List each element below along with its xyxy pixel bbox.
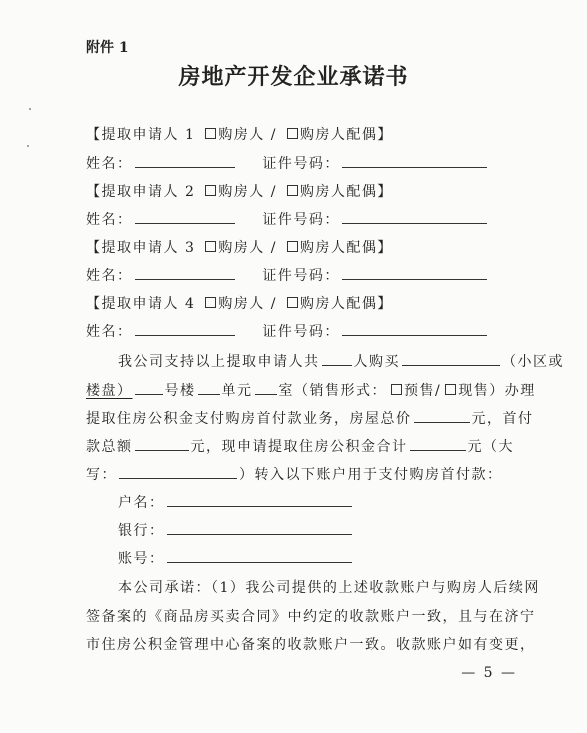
support-paragraph-line-2: [86, 380, 536, 400]
id-number-field[interactable]: [342, 153, 487, 168]
applicant-3-fields-row: [86, 265, 489, 285]
account-number-label: 账号：: [118, 551, 165, 567]
text-span: （小区或: [502, 354, 564, 370]
applicant-4-header-row: [86, 293, 393, 313]
bank-label: 银行：: [118, 523, 165, 539]
account-name-label: 户名：: [118, 495, 165, 511]
applicant-2-header-row: [86, 181, 393, 201]
buyer-checkbox[interactable]: [205, 128, 216, 139]
down-payment-field[interactable]: [135, 436, 189, 451]
name-label: 姓名：: [86, 268, 133, 284]
amount-in-words-field[interactable]: [119, 464, 237, 479]
bank-field[interactable]: [167, 520, 352, 535]
presale-checkbox[interactable]: [391, 384, 402, 395]
account-number-field[interactable]: [167, 548, 352, 563]
community-name-field[interactable]: [402, 351, 500, 366]
id-label: 证件号码：: [262, 268, 340, 284]
spouse-checkbox[interactable]: [287, 128, 298, 139]
text-span: 室: [278, 383, 294, 399]
building-field[interactable]: [135, 380, 163, 395]
id-number-field[interactable]: [342, 265, 487, 280]
text-span: 我公司支持以上提取申请人共: [118, 354, 320, 370]
applicant-1-header-row: [86, 124, 393, 144]
text-span: 写：: [86, 467, 117, 483]
spouse-checkbox[interactable]: [287, 297, 298, 308]
spouse-option-label: 购房人配偶】: [299, 296, 393, 312]
text-span: 预售/: [404, 383, 442, 399]
separator: /: [270, 296, 277, 312]
withdrawal-total-field[interactable]: [410, 436, 466, 451]
name-field[interactable]: [135, 209, 235, 224]
buyer-option-label: 购房人: [218, 184, 265, 200]
id-label: 证件号码：: [262, 156, 340, 172]
text-span: 款总额: [86, 439, 133, 455]
separator: /: [270, 240, 277, 256]
id-number-field[interactable]: [342, 321, 487, 336]
id-number-field[interactable]: [342, 209, 487, 224]
separator: /: [270, 127, 277, 143]
name-field[interactable]: [135, 153, 235, 168]
name-label: 姓名：: [86, 212, 133, 228]
text-span: 元，现申请提取住房公积金合计: [190, 439, 408, 455]
text-span: 单元: [221, 383, 253, 399]
text-span: 现售）办理: [458, 383, 536, 399]
scan-speck: [27, 145, 29, 147]
buyer-option-label: 购房人: [218, 127, 265, 143]
text-span: （销售形式：: [294, 383, 387, 399]
text-span: 元（大: [467, 439, 514, 455]
spouse-checkbox[interactable]: [287, 185, 298, 196]
support-paragraph-line-4: [86, 436, 514, 456]
current-sale-checkbox[interactable]: [445, 384, 456, 395]
applicant-3-header-row: [86, 237, 393, 257]
account-name-row: [118, 492, 354, 512]
text-span: 元，首付: [471, 411, 534, 427]
buyer-checkbox[interactable]: [205, 297, 216, 308]
commitment-line-2: 签备案的《商品房买卖合同》中约定的收款账户一致，且与在济宁: [86, 609, 536, 625]
text-span: 号楼: [164, 383, 196, 399]
buyer-option-label: 购房人: [218, 240, 265, 256]
account-name-field[interactable]: [167, 492, 352, 507]
unit-field[interactable]: [198, 380, 220, 395]
spouse-checkbox[interactable]: [287, 241, 298, 252]
applicant-header: 【提取申请人 3: [86, 240, 196, 256]
room-field[interactable]: [255, 380, 277, 395]
applicant-2-fields-row: [86, 209, 489, 229]
text-span: 提取住房公积金支付购房首付款业务，房屋总价: [86, 411, 412, 427]
spouse-option-label: 购房人配偶】: [299, 184, 393, 200]
name-field[interactable]: [135, 321, 235, 336]
page-number: — 5 —: [461, 665, 517, 681]
support-paragraph-line-5: [86, 464, 503, 484]
applicant-header: 【提取申请人 1: [86, 127, 196, 143]
applicant-count-field[interactable]: [322, 351, 352, 366]
buyer-checkbox[interactable]: [205, 241, 216, 252]
attachment-label: 附件 1: [86, 40, 129, 56]
name-label: 姓名：: [86, 156, 133, 172]
separator: /: [270, 184, 277, 200]
account-number-row: [118, 548, 354, 568]
bank-row: [118, 520, 354, 540]
text-span: 人购买: [353, 354, 400, 370]
buyer-option-label: 购房人: [218, 296, 265, 312]
total-price-field[interactable]: [414, 408, 470, 423]
applicant-header: 【提取申请人 4: [86, 296, 196, 312]
name-field[interactable]: [135, 265, 235, 280]
page-title: 房地产开发企业承诺书: [178, 64, 409, 90]
id-label: 证件号码：: [262, 324, 340, 340]
commitment-line-1: 本公司承诺：（1）我公司提供的上述收款账户与购房人后续网: [118, 580, 540, 596]
applicant-header: 【提取申请人 2: [86, 184, 196, 200]
spouse-option-label: 购房人配偶】: [299, 240, 393, 256]
id-label: 证件号码：: [262, 212, 340, 228]
support-paragraph-line-1: [118, 351, 564, 371]
applicant-1-fields-row: [86, 153, 489, 173]
applicant-4-fields-row: [86, 321, 489, 341]
name-label: 姓名：: [86, 324, 133, 340]
spouse-option-label: 购房人配偶】: [299, 127, 393, 143]
support-paragraph-line-3: [86, 408, 534, 428]
scan-speck: [29, 108, 31, 110]
commitment-line-3: 市住房公积金管理中心备案的收款账户一致。收款账户如有变更，: [86, 637, 536, 653]
text-span: ）转入以下账户用于支付购房首付款：: [239, 467, 503, 483]
text-span: 楼盘）: [86, 383, 133, 399]
buyer-checkbox[interactable]: [205, 185, 216, 196]
